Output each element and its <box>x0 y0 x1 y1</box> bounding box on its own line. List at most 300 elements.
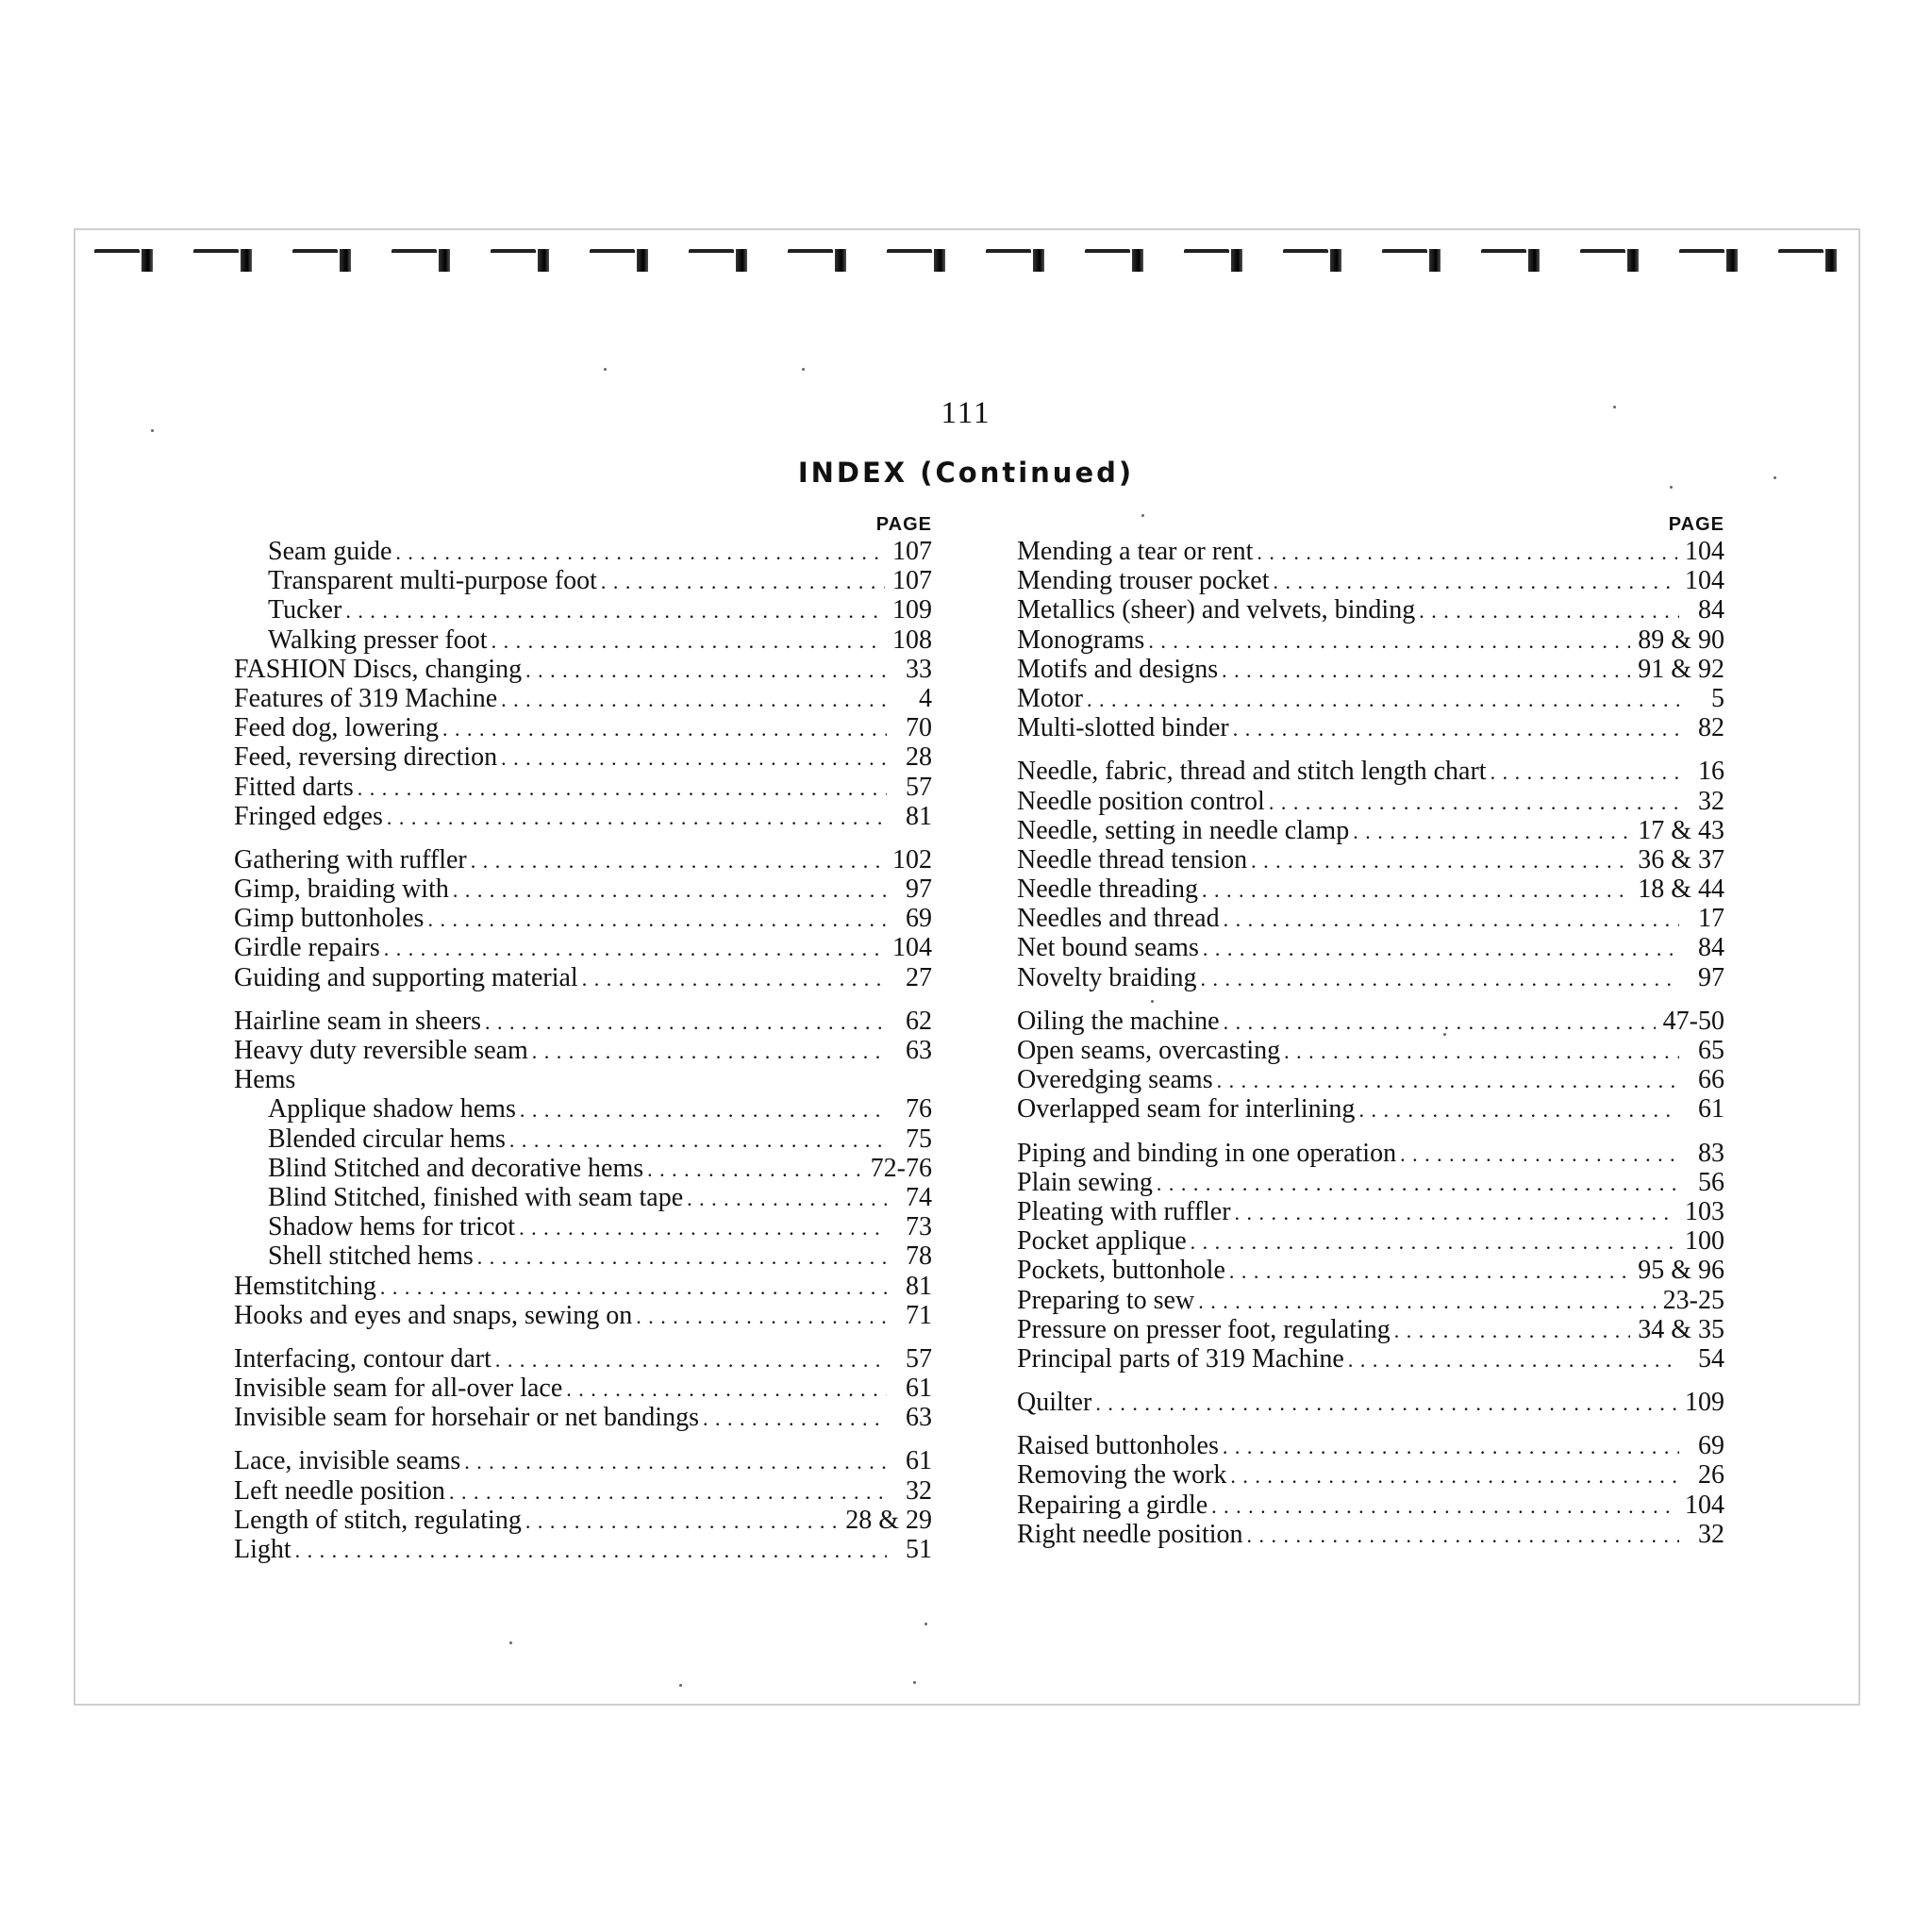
index-term: Blind Stitched, finished with seam tape <box>268 1182 684 1212</box>
dot-leader <box>1224 1007 1656 1037</box>
index-entry <box>1017 933 1724 962</box>
dot-leader <box>427 904 887 934</box>
index-term: Mending a tear or rent <box>1017 537 1254 566</box>
dot-leader <box>509 1124 887 1155</box>
index-page-ref: 100 <box>1685 1226 1724 1257</box>
index-term: Interfacing, contour dart <box>234 1343 491 1374</box>
index-term: Metallics (sheer) and velvets, binding <box>1017 595 1416 625</box>
dot-leader <box>384 933 885 963</box>
index-page-ref: 107 <box>892 566 932 596</box>
index-term: Hooks and eyes and snaps, sewing on <box>234 1300 633 1330</box>
dot-leader <box>1274 566 1678 596</box>
index-entry <box>234 1065 932 1094</box>
index-entry <box>1017 1344 1724 1374</box>
binding-ring <box>788 243 846 274</box>
index-entry <box>1017 1197 1724 1226</box>
index-term: Hairline seam in sheers <box>234 1006 482 1036</box>
index-page-ref: 57 <box>906 1343 932 1374</box>
index-term: Raised buttonholes <box>1017 1431 1219 1461</box>
dot-leader <box>582 963 887 993</box>
index-term: Light <box>234 1535 291 1564</box>
index-page-ref: 104 <box>1685 566 1724 596</box>
index-term: Oiling the machine <box>1017 1006 1220 1036</box>
index-entry <box>234 595 932 625</box>
scan-speck <box>802 368 805 371</box>
index-letter-group <box>234 537 932 831</box>
dot-leader <box>601 566 885 596</box>
dot-leader <box>532 1036 887 1066</box>
index-page-ref: 54 <box>1698 1343 1724 1374</box>
index-term: Fitted darts <box>234 772 354 802</box>
index-page-ref: 109 <box>1685 1388 1724 1418</box>
dot-leader <box>1224 904 1679 934</box>
index-page-ref: 97 <box>1698 962 1724 992</box>
index-entry <box>1017 625 1724 655</box>
index-term: Multi-slotted binder <box>1017 713 1229 743</box>
dot-leader <box>1222 655 1630 685</box>
index-term: Guiding and supporting material <box>234 962 578 992</box>
dot-leader <box>525 655 887 685</box>
index-entry <box>1017 1491 1724 1520</box>
index-letter-group <box>234 1007 932 1330</box>
dot-leader <box>1233 713 1679 743</box>
scan-speck <box>1141 514 1144 517</box>
index-letter-group <box>234 845 932 992</box>
dot-leader <box>1217 1065 1679 1095</box>
index-term: Needle position control <box>1017 786 1265 816</box>
index-entry <box>234 773 932 802</box>
dot-leader <box>1095 1388 1677 1418</box>
index-entry <box>234 933 932 962</box>
dot-leader <box>1201 963 1679 993</box>
index-column-right <box>1017 514 1724 1563</box>
index-entry <box>234 845 932 874</box>
index-entry <box>234 1506 932 1535</box>
index-entry <box>1017 1226 1724 1256</box>
dot-leader <box>1394 1315 1630 1345</box>
index-entry <box>1017 1286 1724 1315</box>
index-term: Overedging seams <box>1017 1065 1213 1095</box>
dot-leader <box>1230 1460 1679 1491</box>
index-entry <box>1017 595 1724 625</box>
index-page-ref: 47-50 <box>1662 1006 1724 1036</box>
index-page-ref: 89 & 90 <box>1638 625 1724 655</box>
dot-leader <box>1211 1491 1677 1521</box>
index-term: Novelty braiding <box>1017 962 1197 992</box>
index-page-ref: 81 <box>906 801 932 831</box>
index-entry <box>234 655 932 684</box>
index-letter-group <box>1017 1388 1724 1417</box>
index-entry <box>1017 1460 1724 1490</box>
dot-leader <box>501 684 887 714</box>
index-page-ref: 83 <box>1698 1138 1724 1168</box>
scan-speck <box>1151 1000 1154 1003</box>
index-term: Tucker <box>268 595 342 625</box>
index-page-ref: 23-25 <box>1662 1285 1724 1315</box>
dot-leader <box>501 742 887 773</box>
dot-leader <box>491 625 885 656</box>
index-entry <box>1017 816 1724 845</box>
index-entry <box>234 566 932 595</box>
index-term: Invisible seam for all-over lace <box>234 1374 563 1404</box>
index-page-ref: 66 <box>1698 1065 1724 1095</box>
dot-leader <box>345 595 885 625</box>
index-page-ref: 91 & 92 <box>1638 654 1724 684</box>
index-page-ref: 103 <box>1685 1196 1724 1226</box>
dot-leader <box>1157 1168 1679 1198</box>
index-page-ref: 28 <box>906 742 932 773</box>
dot-leader <box>1198 1286 1655 1316</box>
index-term: Seam guide <box>268 537 392 566</box>
page-column-header: PAGE <box>875 514 932 535</box>
index-term: Monograms <box>1017 625 1145 655</box>
dot-leader <box>1223 1431 1679 1461</box>
index-entry <box>234 625 932 655</box>
index-page-ref: 56 <box>1698 1167 1724 1197</box>
binding-ring <box>1382 243 1441 274</box>
index-term: Pleating with ruffler <box>1017 1196 1231 1226</box>
index-entry <box>234 963 932 992</box>
index-entry <box>1017 1007 1724 1036</box>
index-entry <box>1017 1431 1724 1460</box>
index-term: Principal parts of 319 Machine <box>1017 1343 1344 1374</box>
binding-ring <box>986 243 1044 274</box>
index-page-ref: 109 <box>892 595 932 625</box>
index-groups-left <box>234 537 932 1564</box>
index-term: Shadow hems for tricot <box>268 1212 516 1242</box>
index-entry <box>1017 787 1724 816</box>
index-title: INDEX (Continued) <box>797 457 1135 489</box>
dot-leader <box>1353 816 1630 846</box>
index-page-ref: 76 <box>906 1094 932 1124</box>
dot-leader <box>387 802 887 832</box>
dot-leader <box>358 773 887 803</box>
index-page-ref: 32 <box>1698 786 1724 816</box>
index-term: Pockets, buttonhole <box>1017 1256 1225 1286</box>
index-page-ref: 57 <box>906 772 932 802</box>
index-page-ref: 104 <box>1685 537 1724 566</box>
index-page-ref: 32 <box>906 1475 932 1506</box>
spiral-binding <box>94 243 1849 281</box>
index-page-ref: 63 <box>906 1036 932 1065</box>
index-entry <box>234 1272 932 1301</box>
index-letter-group <box>1017 757 1724 992</box>
dot-leader <box>495 1344 887 1374</box>
index-term: Hems <box>234 1065 296 1095</box>
dot-leader <box>1191 1226 1677 1257</box>
dot-leader <box>1284 1036 1679 1066</box>
index-term: Repairing a girdle <box>1017 1490 1208 1520</box>
index-entry <box>1017 684 1724 713</box>
index-page-ref: 32 <box>1698 1519 1724 1549</box>
index-entry <box>1017 904 1724 933</box>
index-entry <box>1017 1139 1724 1168</box>
index-term: Invisible seam for horsehair or net bandings <box>234 1403 699 1433</box>
index-term: Girdle repairs <box>234 933 380 963</box>
index-letter-group <box>234 1344 932 1433</box>
index-term: FASHION Discs, changing <box>234 654 523 684</box>
index-entry <box>234 904 932 933</box>
index-term: Motifs and designs <box>1017 654 1219 684</box>
index-term: Hemstitching <box>234 1271 376 1301</box>
index-page-ref: 104 <box>1685 1490 1724 1520</box>
index-entry <box>1017 1388 1724 1417</box>
index-entry <box>234 1094 932 1124</box>
dot-leader <box>464 1446 887 1476</box>
dot-leader <box>1251 845 1630 875</box>
dot-leader <box>1087 684 1679 714</box>
index-entry <box>1017 757 1724 786</box>
index-entry <box>1017 655 1724 684</box>
index-entry <box>234 713 932 742</box>
dot-leader <box>647 1154 863 1184</box>
dot-leader <box>1348 1344 1679 1374</box>
scan-speck <box>1774 476 1776 479</box>
index-page-ref: 28 & 29 <box>845 1505 932 1535</box>
index-page-ref: 95 & 96 <box>1638 1256 1724 1286</box>
index-entry <box>234 1344 932 1374</box>
index-term: Open seams, overcasting <box>1017 1036 1281 1065</box>
dot-leader <box>1247 1520 1679 1550</box>
index-entry <box>234 1301 932 1330</box>
index-entry <box>234 1535 932 1564</box>
index-entry <box>234 684 932 713</box>
index-page-ref: 74 <box>906 1182 932 1212</box>
index-page-ref: 34 & 35 <box>1638 1314 1724 1344</box>
index-page-ref: 33 <box>906 654 932 684</box>
index-entry <box>1017 1256 1724 1285</box>
binding-ring <box>1184 243 1242 274</box>
binding-ring <box>1580 243 1639 274</box>
dot-leader <box>687 1183 887 1213</box>
index-term: Mending trouser pocket <box>1017 566 1270 596</box>
index-entry <box>234 1403 932 1432</box>
index-page-ref: 82 <box>1698 713 1724 743</box>
binding-ring <box>491 243 549 274</box>
index-page-ref: 75 <box>906 1124 932 1154</box>
index-term: Lace, invisible seams <box>234 1446 461 1476</box>
scan-speck <box>509 1641 512 1644</box>
dot-leader <box>1358 1094 1679 1124</box>
index-term: Length of stitch, regulating <box>234 1505 522 1535</box>
binding-ring <box>590 243 648 274</box>
dot-leader <box>636 1301 887 1331</box>
index-letter-group <box>1017 1139 1724 1374</box>
index-entry <box>1017 1315 1724 1344</box>
index-entry <box>234 1241 932 1271</box>
page-number: 111 <box>941 396 991 430</box>
binding-ring <box>94 243 153 274</box>
index-page-ref: 61 <box>906 1374 932 1404</box>
index-page-ref: 4 <box>919 683 932 713</box>
dot-leader <box>380 1272 887 1302</box>
index-entry <box>234 1154 932 1183</box>
dot-leader <box>395 537 885 567</box>
index-term: Plain sewing <box>1017 1167 1153 1197</box>
index-term: Needles and thread <box>1017 904 1220 934</box>
index-page-ref: 84 <box>1698 595 1724 625</box>
index-term: Blind Stitched and decorative hems <box>268 1153 644 1183</box>
index-entry <box>1017 874 1724 904</box>
page-column-header: PAGE <box>1668 514 1724 535</box>
index-term: Net bound seams <box>1017 933 1199 963</box>
index-entry <box>1017 537 1724 566</box>
index-page-ref: 102 <box>892 844 932 874</box>
index-term: Walking presser foot <box>268 625 488 655</box>
index-page-ref: 18 & 44 <box>1638 874 1724 905</box>
scan-speck <box>1613 406 1616 408</box>
index-page-ref: 27 <box>906 962 932 992</box>
binding-ring <box>1679 243 1738 274</box>
index-page-ref: 69 <box>1698 1431 1724 1461</box>
index-entry <box>234 537 932 566</box>
dot-leader <box>477 1241 887 1272</box>
index-entry <box>1017 1094 1724 1124</box>
index-page-ref: 73 <box>906 1212 932 1242</box>
dot-leader <box>485 1007 887 1037</box>
index-term: Removing the work <box>1017 1460 1227 1491</box>
binding-ring <box>1481 243 1540 274</box>
index-page-ref: 70 <box>906 713 932 743</box>
scan-speck <box>913 1681 916 1684</box>
index-page-ref: 97 <box>906 874 932 905</box>
scan-speck <box>924 1623 927 1625</box>
dot-leader <box>1400 1139 1679 1169</box>
index-entry <box>1017 566 1724 595</box>
index-entry <box>234 802 932 831</box>
index-term: Pocket applique <box>1017 1226 1187 1257</box>
index-entry <box>234 1007 932 1036</box>
dot-leader <box>1203 933 1679 963</box>
index-term: Motor <box>1017 683 1083 713</box>
index-letter-group <box>234 1446 932 1564</box>
index-entry <box>234 1476 932 1506</box>
index-term: Feed dog, lowering <box>234 713 439 743</box>
index-entry <box>234 1446 932 1475</box>
scan-speck <box>151 429 154 432</box>
index-page-ref: 78 <box>906 1241 932 1272</box>
binding-ring <box>689 243 747 274</box>
index-term: Needle threading <box>1017 874 1199 905</box>
index-entry <box>234 874 932 904</box>
dot-leader <box>449 1476 887 1507</box>
index-entry <box>234 1374 932 1403</box>
dot-leader <box>442 713 887 743</box>
index-letter-group <box>1017 537 1724 742</box>
index-letter-group <box>1017 1431 1724 1549</box>
index-term: Needle thread tension <box>1017 844 1248 874</box>
dot-leader <box>453 874 887 905</box>
scan-speck <box>1443 1033 1446 1036</box>
index-term: Gimp buttonholes <box>234 904 425 934</box>
index-term: Gathering with ruffler <box>234 844 467 874</box>
index-entry <box>1017 845 1724 874</box>
index-term: Piping and binding in one operation <box>1017 1138 1397 1168</box>
index-entry <box>1017 1036 1724 1065</box>
index-page-ref: 84 <box>1698 933 1724 963</box>
index-term: Features of 319 Machine <box>234 683 498 713</box>
binding-ring <box>1085 243 1143 274</box>
index-entry <box>234 1036 932 1065</box>
dot-leader <box>1491 757 1679 787</box>
index-page-ref: 65 <box>1698 1036 1724 1065</box>
index-term: Applique shadow hems <box>268 1094 516 1124</box>
dot-leader <box>1269 787 1679 817</box>
binding-ring <box>391 243 450 274</box>
dot-leader <box>1257 537 1677 567</box>
index-term: Shell stitched hems <box>268 1241 474 1272</box>
index-page-ref: 81 <box>906 1271 932 1301</box>
index-page-ref: 72-76 <box>870 1153 932 1183</box>
index-page-ref: 69 <box>906 904 932 934</box>
index-page-ref: 61 <box>1698 1094 1724 1124</box>
dot-leader <box>525 1506 838 1536</box>
index-page-ref: 62 <box>906 1006 932 1036</box>
index-entry <box>1017 1065 1724 1094</box>
dot-leader <box>703 1403 887 1433</box>
index-term: Blended circular hems <box>268 1124 506 1154</box>
index-term: Preparing to sew <box>1017 1285 1195 1315</box>
index-term: Left needle position <box>234 1475 445 1506</box>
index-column-left <box>234 514 932 1578</box>
index-entry <box>1017 1520 1724 1549</box>
dot-leader <box>295 1535 887 1565</box>
index-page-ref: 16 <box>1698 757 1724 787</box>
index-entry <box>234 1212 932 1241</box>
index-term: Fringed edges <box>234 801 383 831</box>
index-entry <box>234 1183 932 1212</box>
dot-leader <box>1148 625 1630 656</box>
binding-ring <box>887 243 945 274</box>
index-page-ref: 61 <box>906 1446 932 1476</box>
index-term: Gimp, braiding with <box>234 874 449 905</box>
index-page-ref: 104 <box>892 933 932 963</box>
index-entry <box>234 1124 932 1154</box>
binding-ring <box>292 243 351 274</box>
dot-leader <box>1235 1197 1677 1227</box>
dot-leader <box>1229 1256 1630 1286</box>
index-entry <box>1017 963 1724 992</box>
index-term: Heavy duty reversible seam <box>234 1036 528 1065</box>
index-groups-right <box>1017 537 1724 1549</box>
index-page-ref: 63 <box>906 1403 932 1433</box>
index-page-ref: 36 & 37 <box>1638 844 1724 874</box>
scan-speck <box>679 1684 682 1687</box>
binding-ring <box>1283 243 1341 274</box>
index-page-ref: 17 <box>1698 904 1724 934</box>
dot-leader <box>519 1212 887 1242</box>
index-entry <box>1017 713 1724 742</box>
dot-leader <box>471 845 885 875</box>
index-letter-group <box>1017 1007 1724 1124</box>
index-entry <box>234 742 932 772</box>
scan-speck <box>1670 486 1673 489</box>
index-page-ref: 71 <box>906 1300 932 1330</box>
dot-leader <box>1419 595 1679 625</box>
binding-ring <box>193 243 252 274</box>
index-page-ref: 26 <box>1698 1460 1724 1491</box>
index-term: Overlapped seam for interlining <box>1017 1094 1356 1124</box>
scan-speck <box>604 368 607 371</box>
index-page-ref: 107 <box>892 537 932 566</box>
index-term: Pressure on presser foot, regulating <box>1017 1314 1391 1344</box>
dot-leader <box>1202 874 1630 905</box>
binding-ring <box>1778 243 1837 274</box>
index-page-ref: 108 <box>892 625 932 655</box>
index-term: Feed, reversing direction <box>234 742 498 773</box>
index-page-ref: 17 & 43 <box>1638 815 1724 845</box>
index-term: Needle, setting in needle clamp <box>1017 815 1350 845</box>
